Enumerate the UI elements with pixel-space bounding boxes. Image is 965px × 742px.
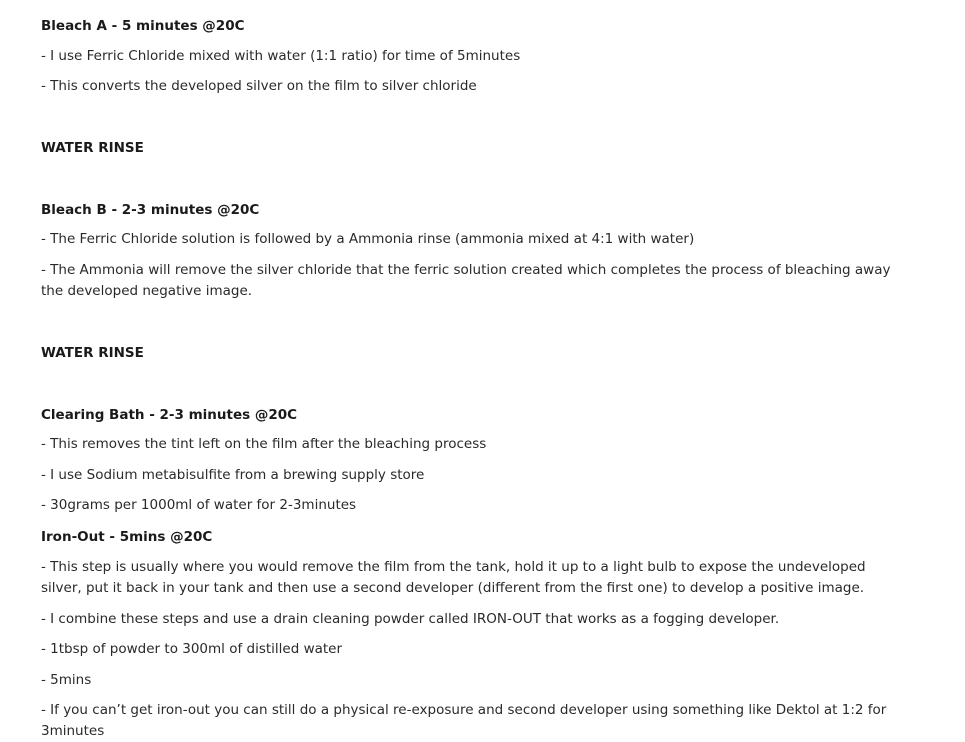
water-rinse-heading-1: WATER RINSE bbox=[41, 140, 144, 156]
iron-out-line-3: - 1tbsp of powder to 300ml of distilled water bbox=[41, 641, 343, 657]
clearing-bath-line-3: - 30grams per 1000ml of water for 2-3minutes bbox=[41, 497, 357, 513]
iron-out-line-1: - This step is usually where you would remove the film from the tank, hold it up to a light bulb to expose the undeveloped silver, put it back in your tank and then use a second developer (different from the first one) to develop a positive image. bbox=[41, 559, 866, 596]
clearing-bath-line-2: - I use Sodium metabisulfite from a brewing supply store bbox=[41, 467, 425, 483]
bleach-a-heading: Bleach A - 5 minutes @20C bbox=[41, 18, 245, 34]
clearing-bath-line-1: - This removes the tint left on the film after the bleaching process bbox=[41, 436, 487, 452]
clearing-bath-heading: Clearing Bath - 2-3 minutes @20C bbox=[41, 407, 298, 423]
iron-out-line-4: - 5mins bbox=[41, 672, 92, 688]
iron-out-heading: Iron-Out - 5mins @20C bbox=[41, 529, 213, 545]
bleach-a-line-1: - I use Ferric Chloride mixed with water (1:1 ratio) for time of 5minutes bbox=[41, 48, 521, 64]
bleach-b-line-2: - The Ammonia will remove the silver chloride that the ferric solution created which completes the process of bleaching away the developed negative image. bbox=[41, 262, 891, 299]
iron-out-line-2: - I combine these steps and use a drain cleaning powder called IRON-OUT that works as a fogging developer. bbox=[41, 611, 780, 627]
bleach-b-heading: Bleach B - 2-3 minutes @20C bbox=[41, 202, 260, 218]
iron-out-line-5: - If you can’t get iron-out you can still do a physical re-exposure and second developer using something like Dektol at 1:2 for 3minutes bbox=[41, 702, 887, 739]
bleach-b-line-1: - The Ferric Chloride solution is followed by a Ammonia rinse (ammonia mixed at 4:1 with water) bbox=[41, 231, 695, 247]
water-rinse-heading-2: WATER RINSE bbox=[41, 345, 144, 361]
bleach-a-line-2: - This converts the developed silver on the film to silver chloride bbox=[41, 78, 477, 94]
